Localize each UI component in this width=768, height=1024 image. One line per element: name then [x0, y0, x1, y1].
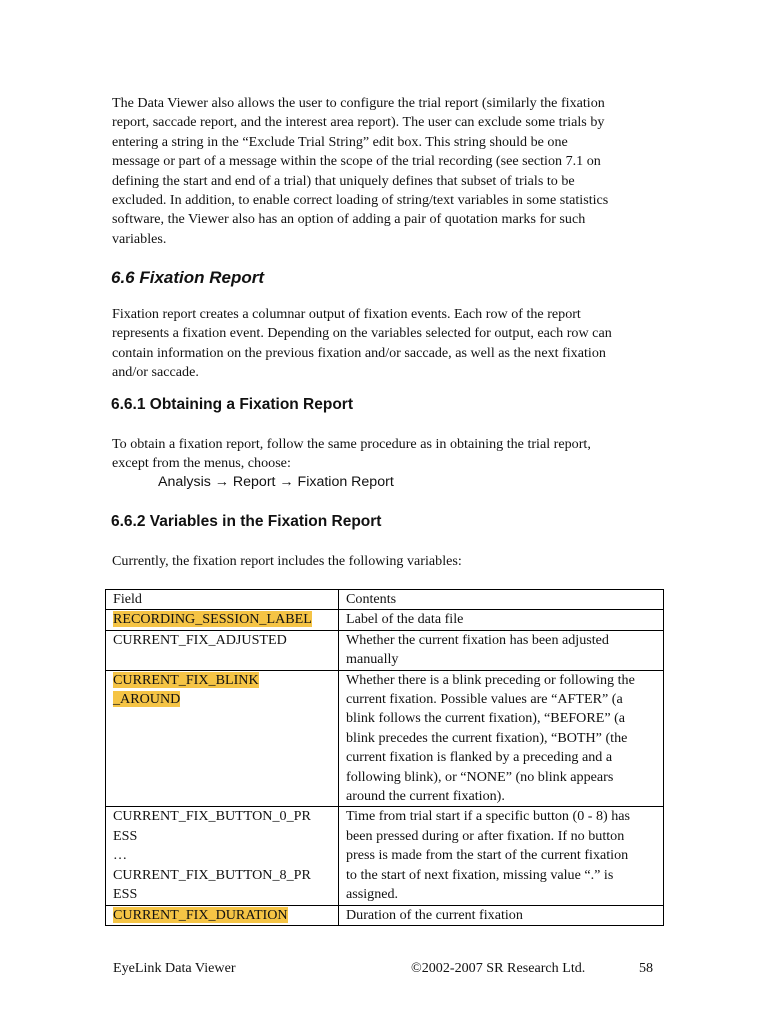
text-line: variables.: [112, 230, 167, 247]
text-line: except from the menus, choose:: [112, 455, 291, 472]
text-line: To obtain a fixation report, follow the same procedure as in obtaining the trial report,: [112, 436, 591, 452]
text-line: report, saccade report, and the interest area report). The user can exclude some trials by: [112, 114, 605, 131]
cell-line: blink precedes the current fixation), “BOTH” (the: [346, 729, 628, 746]
field-cell: [106, 610, 339, 630]
text-line: Fixation report creates a columnar output of fixation events. Each row of the report: [112, 306, 581, 322]
text-line: The Data Viewer also allows the user to configure the trial report (similarly the fixation: [112, 95, 605, 111]
footer-copyright: ©2002-2007 SR Research Ltd.: [411, 960, 586, 976]
menu-path: Analysis → Report → Fixation Report: [158, 474, 394, 490]
cell-line: around the current fixation).: [346, 788, 505, 805]
obtaining-report-paragraph: [112, 435, 660, 474]
table-row: [106, 610, 664, 630]
contents-cell: [339, 670, 664, 807]
fixation-report-paragraph: [112, 305, 660, 383]
section-heading-6-6-1: 6.6.1 Obtaining a Fixation Report: [111, 396, 354, 413]
header-contents: Contents: [339, 590, 664, 610]
text-line: software, the Viewer also has an option of adding a pair of quotation marks for such: [112, 211, 586, 228]
cell-line: press is made from the start of the current fixation: [346, 847, 629, 864]
cell-line: been pressed during or after fixation. If no button: [346, 827, 625, 844]
header-field: Field: [106, 590, 339, 610]
text-line: defining the start and end of a trial) that uniquely defines that subset of trials to be: [112, 172, 575, 189]
highlighted-field-name: CURRENT_FIX_DURATION: [113, 906, 288, 923]
page-number: 58: [639, 960, 654, 976]
cell-line: blink follows the current fixation), “BEFORE” (a: [346, 710, 626, 727]
highlighted-field-name: CURRENT_FIX_BLINK: [113, 671, 259, 688]
text-line: entering a string in the “Exclude Trial String” edit box. This string should be one: [112, 133, 568, 150]
cell-line: Whether there is a blink preceding or following the: [346, 671, 635, 688]
text-line: and/or saccade.: [112, 364, 199, 381]
field-name: ESS: [113, 827, 138, 844]
cell-line: assigned.: [346, 886, 399, 903]
cell-line: current fixation is flanked by a preceding and a: [346, 749, 613, 766]
cell-line: Whether the current fixation has been adjusted: [346, 631, 609, 648]
footer-title: EyeLink Data Viewer: [113, 960, 236, 976]
variables-table: [105, 589, 664, 926]
table-row: [106, 670, 664, 807]
text-line: contain information on the previous fixation and/or saccade, as well as the next fixation: [112, 344, 606, 361]
field-cell: [106, 670, 339, 807]
table-row: [106, 807, 664, 905]
field-name: CURRENT_FIX_BUTTON_8_PR: [113, 866, 311, 883]
field-cell: [106, 630, 339, 670]
section-heading-6-6: 6.6 Fixation Report: [111, 268, 265, 287]
field-cell: [106, 807, 339, 905]
highlighted-field-name: _AROUND: [113, 691, 181, 708]
text-line: excluded. In addition, to enable correct loading of string/text variables in some statistics: [112, 192, 609, 209]
field-name: CURRENT_FIX_BUTTON_0_PR: [113, 808, 311, 825]
cell-line: to the start of next fixation, missing value “.” is: [346, 866, 614, 883]
text-line: represents a fixation event. Depending on the variables selected for output, each row can: [112, 325, 612, 342]
cell-line: Duration of the current fixation: [346, 906, 523, 923]
cell-line: Label of the data file: [346, 611, 464, 628]
cell-line: manually: [346, 651, 399, 668]
cell-line: following blink), or “NONE” (no blink appears: [346, 768, 614, 785]
table-row: [106, 905, 664, 925]
field-name: …: [113, 847, 128, 864]
text-line: message or part of a message within the scope of the trial recording (see section 7.1 on: [112, 153, 601, 170]
table-header-row: [106, 590, 664, 610]
contents-cell: [339, 807, 664, 905]
contents-cell: [339, 905, 664, 925]
cell-line: Time from trial start if a specific button (0 - 8) has: [346, 808, 631, 825]
field-name: CURRENT_FIX_ADJUSTED: [113, 631, 287, 648]
field-cell: [106, 905, 339, 925]
table-row: [106, 630, 664, 670]
contents-cell: [339, 610, 664, 630]
intro-paragraph: [112, 94, 660, 249]
cell-line: current fixation. Possible values are “AFTER” (a: [346, 691, 623, 708]
contents-cell: [339, 630, 664, 670]
section-heading-6-6-2: 6.6.2 Variables in the Fixation Report: [111, 513, 382, 530]
field-name: ESS: [113, 886, 138, 903]
variables-intro: Currently, the fixation report includes the following variables:: [112, 553, 462, 569]
highlighted-field-name: RECORDING_SESSION_LABEL: [113, 611, 312, 628]
